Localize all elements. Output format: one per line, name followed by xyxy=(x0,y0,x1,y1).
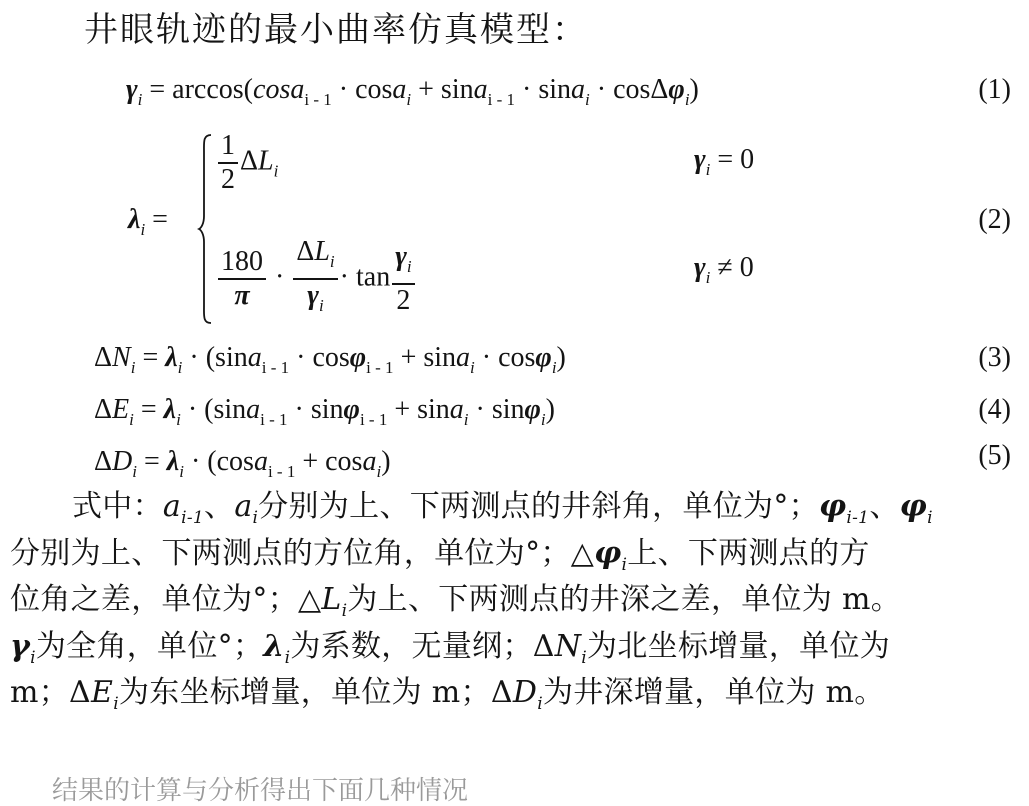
equation-number: (5) xyxy=(978,440,1011,471)
equation-1: $\gamma_i = \arccos(\cos a_{i - 1} \cdot \cos a_i + \sin a_{i - 1} \cdot \sin a_i \cdot \cos\Delta\varphi_i)$ (1) xyxy=(0,68,1029,112)
paragraph-line: m；$\Delta E_i$为东坐标增量，单位为 m；$\Delta D_i$为井深增量，单位为 m。 xyxy=(10,675,885,715)
equation-4: $\Delta E_i = \lambda_i \cdot (\sin a_{i - 1} \cdot \sin\varphi_{i - 1} + \sin a_i \cdot \sin\varphi_i)$ (4) xyxy=(0,388,1029,432)
paper-page: 井眼轨迹的最小曲率仿真模型： $\gamma_i = \arccos(\cos a_{i - 1} \cdot \cos a_i + \sin a_{i - 1} \cdot \sin a_i \cdot \cos\Delta\varphi_i)$ (1) $\lambda_i$ = $\frac{1}{2}$ $\Delta L_i$ $\gamma_i = 0$ $\frac{180}{\pi}$ · $\frac{\Delta L_i}{\gamma_i}$ · tan $\frac{\gamma_i}{2}$ $\gamma_i \ne 0$ (2) $\Delta N_i = \lambda_i \cdot (\sin a_{i - 1} \cdot \cos\varphi_{i - 1} + \sin a_i \cdot \cos\varphi_i)$ (3) $\Delta E_i = \lambda_i \cdot (\sin a_{i - 1} \cdot \sin\varphi_{i - 1} + \sin a_i \cdot \sin\varphi_i)$ (4) $\Delta D_i = \lambda_i \cdot (\cos a_{i - 1} + \cos a_i)$ (5) 式中：$a_{i-1}$、$a_i$分别为上、下两测点的井斜角，单位为°；$\varphi_{i-1}$、$\varphi_i$ 分别为上、下两测点的方位角，单位为°；$\triangle\varphi_i$上、下两测点的方 位角之差，单位为°；$\triangle L_i$为上、下两测点的井深之差，单位为 m。 $\gamma_i$为全角，单位°；$\lambda_i$为系数，无量纲；$\Delta N_i$为北坐标增量，单位为 m；$\Delta E_i$为东坐标增量，单位为 m；$\Delta D_i$为井深增量，单位为 m。 结果的计算与分析得出下面几种情况 xyxy=(0,0,1029,787)
equation-2-condition-2: $\gamma_i \ne 0$ xyxy=(694,252,754,287)
gamma-symbol: γ xyxy=(126,74,138,105)
equation-number: (1) xyxy=(978,74,1011,105)
lambda-symbol: λ xyxy=(128,204,141,235)
equation-number: (4) xyxy=(978,394,1011,425)
paragraph-line: $\gamma_i$为全角，单位°；$\lambda_i$为系数，无量纲；$\Delta N_i$为北坐标增量，单位为 xyxy=(10,628,891,668)
variable-explanation xyxy=(10,484,1020,717)
left-brace-icon xyxy=(198,134,212,324)
equation-2-case-1: $\frac{1}{2}$ $\Delta L_i$ xyxy=(216,130,278,196)
section-heading: 井眼轨迹的最小曲率仿真模型： xyxy=(84,10,588,50)
equation-5: $\Delta D_i = \lambda_i \cdot (\cos a_{i - 1} + \cos a_i)$ (5) xyxy=(0,440,1029,484)
paragraph-line: 分别为上、下两测点的方位角，单位为°；$\triangle\varphi_i$上、下两测点的方 xyxy=(10,535,870,575)
paragraph-line: 式中：$a_{i-1}$、$a_i$分别为上、下两测点的井斜角，单位为°；$\varphi_{i-1}$、$\varphi_i$ xyxy=(72,489,933,528)
equation-2-condition-1: $\gamma_i = 0$ xyxy=(694,144,755,179)
paragraph-line: 位角之差，单位为°；$\triangle L_i$为上、下两测点的井深之差，单位为 m。 xyxy=(10,582,902,622)
equation-3: $\Delta N_i = \lambda_i \cdot (\sin a_{i - 1} \cdot \cos\varphi_{i - 1} + \sin a_i \cdot \cos\varphi_i)$ (3) xyxy=(0,336,1029,380)
clipped-next-line: 结果的计算与分析得出下面几种情况 xyxy=(52,776,469,806)
equation-2-case-2: $\frac{180}{\pi}$ · $\frac{\Delta L_i}{\gamma_i}$ · tan $\frac{\gamma_i}{2}$ xyxy=(216,236,417,322)
equation-number: (2) xyxy=(978,204,1011,235)
equation-number: (3) xyxy=(978,342,1011,373)
